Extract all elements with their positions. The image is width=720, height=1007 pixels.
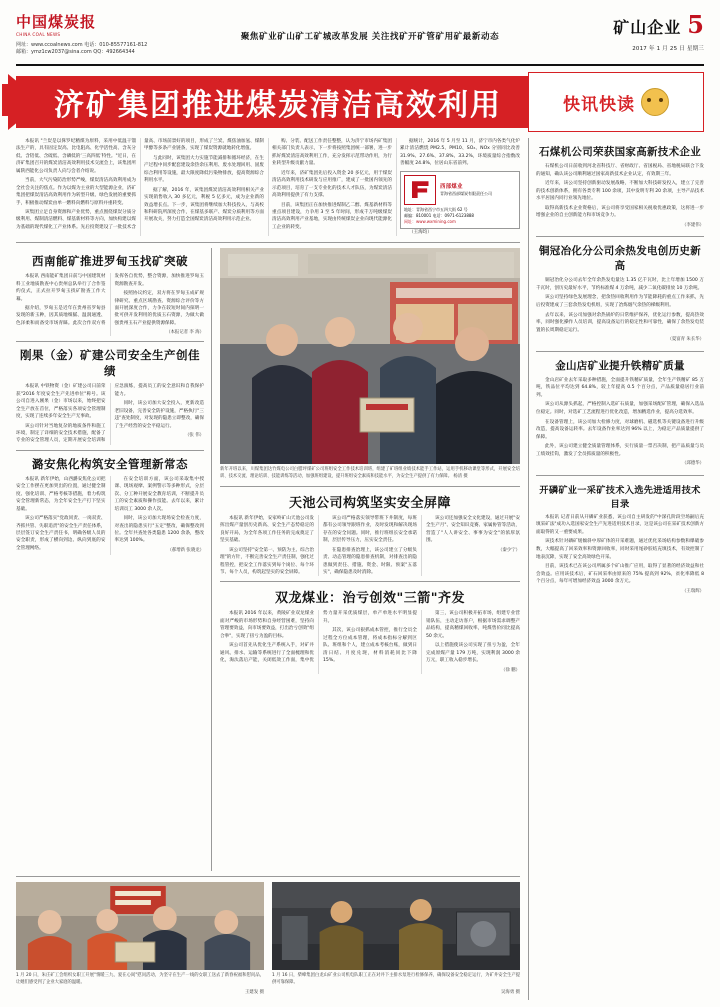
main-photo (220, 248, 520, 464)
luan-p-0: 本报讯 新年伊始，山西潞安焦化公司把安全工作摆在更加突出的位置，通过健全制度、强化培训、严格考核等措施，着力构筑安全管理新常态，为全年安全生产打下坚实基础。 (16, 476, 106, 512)
rc-article-0-body (536, 163, 704, 229)
lead-p-9: （王海均） (409, 229, 432, 235)
arrow-icon (8, 74, 42, 130)
bottom-left-byline: 王建发 摄 (245, 989, 264, 995)
advertiser-title: 西部煤业 (440, 183, 463, 190)
bottom-right-byline: 吴海勇 摄 (501, 989, 520, 995)
article-xinan (16, 253, 204, 336)
main-photo-illustration (220, 248, 520, 464)
headline-banner (16, 72, 704, 134)
article-tianchi-body (220, 515, 520, 577)
advertiser-logo (404, 175, 436, 205)
main-column (16, 138, 520, 1000)
advertiser-company: 青海省西部煤炭有限责任公司 (440, 190, 492, 196)
paper-logo-en: CHINA COAL NEWS (16, 31, 61, 37)
tianchi-byline: （秦少宁） (498, 547, 520, 553)
tianchi-p-4: 该公司还加强安全文化建设，通过开展"安全生产月"、安全知识竞赛、家属协管等活动，营造了"人人讲安全、事事为安全"的浓厚氛围。 (426, 515, 520, 544)
mid-section (16, 248, 520, 871)
rc-article-0-title: 石煤机公司荣获国家高新技术企业 (539, 146, 701, 158)
article-shuanglong (220, 587, 520, 673)
rc1-byline: （夏富青 朱长华） (667, 337, 704, 343)
gangguo-p-2: 同时，该公司加大安全投入，更新改造老旧设备，完善安全防护设施，严格执行"三违"查处制度，对发现的隐患立即整改，确保了生产经营的安全平稳运行。 (114, 401, 204, 429)
xinan-p-1: 据介绍，罗甸玉是近年在贵州省罗甸县发现的新玉种，因其质地细腻、温润通透、色泽柔和而备受市场青睐。此次合作双方将发挥各自优势，整合资源，加快推进罗甸玉资源勘查开发。 (16, 274, 204, 326)
divider-4 (220, 581, 520, 582)
gangguo-byline: （张 伟） (185, 433, 204, 438)
rc0-byline: （李建伟） (682, 223, 704, 229)
rc-article-2-title: 金山店矿业提升铁精矿质量 (555, 359, 685, 372)
divider-2 (16, 450, 204, 451)
shuanglong-p-2: 其次，该公司狠抓成本管控，推行全员全过程全方位成本管理，将成本指标分解到区队、班组和个人，建立成本考核台账，做到日清日结、月度兑现，材料消耗同比下降 15%。 (323, 628, 417, 664)
bottom-right-illustration (272, 882, 520, 970)
luan-byline: （郝增新 张晓龙） (167, 547, 204, 553)
masthead-right (554, 10, 704, 52)
shuanglong-byline: （徐 鹏） (501, 667, 520, 673)
article-tianchi (220, 492, 520, 577)
article-luan-title: 潞安焦化构筑安全管理新常态 (32, 456, 188, 471)
main-photo-caption: 新年开班以来，川煤集团达竹煤电公司白腊坪煤矿公司班组安全工作技术培训班，组建了矿班组业绩技术能手工作站，运用手机移动课堂等形式，开展安全培训、技术交流、理论培训、技能训练等活动，加强班组建设，提升班组安全素质和技能水平，为安全生产提供了有力保障。 杨清 摄 (220, 467, 520, 480)
publication-date: 2017 年 1 月 25 日 星期三 (632, 46, 704, 52)
shuanglong-p-4: 以上措施使该公司实现了扭亏为盈，全年完成原煤产量 179 万吨，实现利润 3000 余万元，职工收入稳步增长。 (426, 643, 520, 664)
tianchi-p-2: 该公司严格落实领导带班下井制度，每班都有公司领导跟班作业，及时发现和解决现场存在的安全问题。同时，推行班组长安全承诺制，层层传导压力，压实安全责任。 (323, 515, 417, 544)
bottom-left-illustration (16, 882, 264, 970)
main-headline: 济矿集团推进煤炭清洁高效利用 (54, 88, 502, 123)
logo-mark-icon (412, 181, 429, 198)
masthead-slogan: 聚焦矿业矿山矿工矿城改革发展 关注找矿开矿管矿用矿最新动态 (240, 32, 500, 42)
article-gangguo-body (16, 383, 204, 445)
page-content (16, 138, 704, 1000)
bottom-left-caption: 1 月 20 日，朱庄矿工会组织女职工开展"情暖三九、爱在心间"慰问活动，为坚守在生产一线的女职工送去了新春祝福和慰问品，让她们感受到了企业大家庭的温暖。 (16, 973, 264, 985)
article-tianchi-title: 天池公司构筑坚实安全屏障 (288, 495, 451, 511)
gangguo-p-0: 本报讯 中铁物资（金）矿建公司日前荣获"2016 年度安全生产先进单位"称号。该公司自进入刚果（金）市场以来，始终把安全生产放在首位，严格落实各项安全管理制度，实现了连续多年安全生产无事故。 (16, 384, 106, 420)
masthead (16, 10, 704, 66)
article-luan (16, 456, 204, 555)
article-gangguo-title: 刚果（金）矿建公司安全生产创佳绩 (20, 348, 200, 379)
tianchi-p-3: 在隐患排查治理上，该公司建立了分级负责、动态管理的隐患排查机制，对排查出的隐患做到责任、措施、资金、时限、预案"五落实"，确保隐患及时消除。 (323, 547, 417, 575)
advertisement[interactable] (400, 171, 520, 229)
right-column (528, 138, 704, 1000)
article-gangguo (16, 347, 204, 445)
mid-right-column (220, 248, 520, 871)
lead-article-body (16, 138, 520, 236)
xinan-byline: （本报记者 李 海） (166, 330, 204, 336)
lead-p-1: 当前，大气污染防治形势严峻，煤炭清洁高效利用成为全社会关注的焦点。作为以煤为主业的大型能源企业，济矿集团把煤炭清洁高效利用作为转型升级、绿色发展的重要抓手，积极推动煤炭由单一燃料向燃料与原料并重转变。 (16, 178, 136, 206)
shuanglong-p-1: 该公司首先从优化生产系统入手，对矿井通风、排水、运输等系统进行了全面梳理和优化，淘汰落后产能，关闭低效工作面，集中优势力量开采优质煤层，单产单进水平明显提升。 (220, 611, 417, 664)
bottom-left-photo (16, 882, 264, 970)
lead-p-8: 据统计，2016 年 5 月至 11 月，济宁市内各类气化炉累计清洁燃烧 PM2.5、PM10、SO₂、NOx 分别同比改善 31.9%、27.6%、37.8%、33.2%，环境质量综合指数改善幅度 24.8%，位居山东省前列。 (400, 139, 520, 167)
contact-line-2: 邮箱：ymz1cw2037@sina.com QQ：492664344 (16, 49, 135, 55)
shuanglong-p-0: 本报讯 2016 年以来，黄陵矿业双龙煤业面对严峻的市场形势和自身经营困难，坚持向管理要效益，向市场要效益，打出治亏创效"组合拳"，实现了扭亏为盈的目标。 (220, 611, 314, 639)
lead-p-4: 据了解，2016 年，该集团煤炭清洁高效利用相关产业实现销售收入 30 多亿元，利税 5 亿多元，成为企业新的效益增长点。下一步，该集团将继续加大科技投入，与高校和科研院所深度合作，在煤基多联产、煤炭分质利用等方面开展攻关，努力打造全国煤炭清洁高效利用示范企业。 (144, 187, 264, 223)
kuaixun-box (528, 72, 704, 132)
rc-article-3-title: 开磷矿业一采矿技术入选先进适用技术目录 (539, 484, 701, 510)
luan-p-3: 同时，该公司加大现场安全检查力度，对查出的隐患实行"五定"整改，确保整改到位。全年共查处各类隐患 1200 余条，整改率达到 100%。 (114, 516, 204, 544)
divider-1 (16, 341, 204, 342)
bottom-left-block (16, 882, 264, 1000)
luan-p-2: 在安全培训方面，该公司采取集中授课、现场观摩、案例警示等多种形式，分层次、分工种开展安全教育培训，不断提升员工的安全素质和操作技能。去年以来，累计培训员工 3000 余人次。 (114, 476, 204, 512)
rc1-p-1: 该公司坚持绿色发展理念，把余热回收利用作为节能降耗的重点工作来抓，先后投资建成了三套余热发电机组，实现了冶炼烟气余热的梯级利用。 (536, 295, 704, 309)
bottom-photo-strip (16, 876, 520, 1000)
rc0-p-0: 石煤机公司日前收到河北省科技厅、省财政厅、省国税局、省地税局联合下发的通知，确认该公司顺利通过国家高新技术企业认定，有效期三年。 (536, 164, 704, 177)
contact-line-1: 网址：www.ccoalnews.com 电话：010-85577161-812 (16, 41, 148, 48)
rc-article-3-body (536, 514, 704, 595)
xinan-p-0: 本报讯 西南能矿集团日前与中国建筑材料工业地质勘查中心贵州总队举行了合作签约仪式，正式拉开罗甸玉找矿勘查工作大幕。 (16, 274, 106, 302)
xinan-p-2: 按照协议约定，双方将在罗甸玉成矿规律研究、重点区域勘查、资源综合评价等方面开展深度合作，力争在较短时间内探明一批可供开发利用的优质玉石资源，为做大做强贵州玉石产业提供资源保障。 (114, 291, 204, 326)
advertiser-info (440, 183, 492, 197)
lead-p-6: 近年来，济矿集团先后投入资金 20 多亿元，用于煤炭清洁高效利用技术研发与应用推广，建成了一批国内领先的示范项目，培育了一支专业化的技术人才队伍，为煤炭清洁高效利用提供了有力支撑。 (272, 170, 392, 199)
tianchi-p-0: 本报讯 新年伊始，安家岭矿山天池公司发挥出煤产量创历史新高、安全生产态势稳定的良好开局，为全年各项工作任务的完成奠定了坚实基础。 (220, 515, 314, 544)
rc0-p-2: 取得高新技术企业资格后，该公司将享受国家相关税收优惠政策，这将进一步增强企业的自主创新能力和市场竞争力。 (536, 205, 704, 219)
rc-article-1-body (536, 277, 704, 343)
rc1-p-0: 铜冠冶化分公司去年全年余热发电量达 1.35 亿千瓦时，比上年增加 1500 万千瓦时，创历史最好水平，节约标准煤 4 万余吨，减少二氧化碳排放 10 万余吨。 (536, 278, 704, 291)
rc2-p-0: 金山店矿业去年采取多种措施，全面提升铁精矿质量，全年生产铁精矿 85 万吨，铁品位平均达到 64.8%，较上年提高 0.5 个百分点，产品质量稳居行业前列。 (536, 377, 704, 398)
rc-article-1 (536, 237, 704, 345)
rc3-p-2: 目前，该技术已在该公司所属多个矿山推广应用，取得了显著的经济效益和社会效益。应用该技术后，矿石回采率由原来的 75% 提高到 92%，贫化率降低 8 个百分点，每年可增加经济效益 3000 余万元。 (536, 564, 704, 585)
advertiser-address (404, 207, 516, 225)
rc3-p-1: 该技术针对磷矿缓倾斜中厚矿体的开采难题，通过优化采场结构参数和爆破参数，大幅提高了回采效率和资源回收率，同时采用尾砂胶结充填技术，有效控制了地表沉降，实现了安全高效绿色开采。 (536, 539, 704, 560)
rc2-byline: （邱德华） (682, 461, 704, 467)
bottom-right-block (272, 882, 520, 1000)
rc-article-3 (536, 476, 704, 597)
page-number: 5 (687, 10, 704, 39)
luan-p-1: 该公司严格落实"党政同责、一岗双责、齐抓共管、失职追责"的安全生产责任体系，层层签订安全生产责任书，明确各级人员的安全职责，形成了横向到边、纵向到底的安全管理网络。 (16, 516, 106, 551)
tianchi-p-1: 该公司坚持"安全第一、预防为主、综合治理"的方针，不断完善安全生产责任制，强化过程管控，把安全工作落实到每个岗位、每个环节、每个人员，构筑起坚实的安全屏障。 (220, 547, 314, 575)
ad-line-3: 网址：www.wxmining.com (404, 218, 456, 224)
rc3-byline: （王瑞辉） (682, 588, 704, 594)
divider-3 (220, 486, 520, 487)
ad-line-1: 地址：青海省西宁市五四大街 62 号 (404, 206, 468, 212)
section-header (554, 10, 704, 39)
section-name: 矿山企业 (613, 18, 682, 37)
smiley-face-icon (641, 88, 669, 116)
rc0-p-1: 近年来，该公司坚持创新驱动发展战略，不断加大科技研发投入，建立了完善的技术创新体系，拥有各类专利 100 余项，其中发明专利 20 余项，主导产品技术水平居国内同行业领先地位。 (536, 181, 704, 202)
rc2-p-2: 在设备管理上，该公司加大检修力度，对球磨机、磁选机等关键设备进行升级改造，提高设备运转率。去年设备作业率达到 96% 以上，为稳定产品质量提供了保障。 (536, 419, 704, 440)
mid-left-column (16, 248, 212, 871)
rc-article-1-title: 铜冠冶化分公司余热发电创历史新高 (539, 245, 701, 273)
article-shuanglong-title: 双龙煤业：治亏创效"三箭"齐发 (274, 591, 466, 607)
article-xinan-title: 西南能矿推进罗甸玉找矿突破 (32, 254, 188, 269)
lead-p-3: 与此同时，该集团大力实施节能减排和循环经济，在生产过程中同步配套建设余热余压利用、废水处理回用、固废综合利用等设施，最大限度降低污染物排放，提高资源综合利用水平。 (144, 155, 264, 184)
lead-p-2: 该集团立足自身资源和产业优势，重点围绕煤炭分质分级利用、煤制清洁燃料、煤基新材料等方向，加快构建以煤为基础的现代煤化工产业体系。先后投资建设了一批技术含量高、市场前景好的项目，形成了兰炭、煤焦油加氢、煤制甲醇等多条产业链条，实现了煤炭资源就地转化增值。 (16, 139, 264, 230)
lead-p-0: 本报讯 "兰炭是以侏罗纪精煤为原料，采用中低温干馏法生产的，具有固定炭高、比电阻高、化学活性高、含灰分低、含铝低、含硫低、含磷低的‘三高四低’特性。"近日，在济矿集团召开的煤炭清洁高效利用技术交流会上，该集团所属陕西能化公司负责人向与会者介绍说。 (16, 139, 136, 174)
rc-article-0 (536, 138, 704, 231)
rc2-p-3: 此外，该公司建立健全质量管理体系，实行质量一票否决制，把产品质量与员工绩效挂钩，激发了全员抓质量的积极性。 (536, 444, 704, 457)
article-xinan-body (16, 273, 204, 336)
rc2-p-1: 该公司从源头抓起，严格控制入选矿石质量，加强采场配矿管理，确保入选品位稳定。同时，对选矿工艺流程进行优化改造，增加精选作业，提高分选效率。 (536, 402, 704, 415)
lead-p-5: 购、分装、配送工作责任整整，认为济宁市场内矿集团相关部门负责人表示，下一步将按照集团统一部署，进一步抓好煤炭清洁高效利用工作，充分发挥示范带动作用，为行业转型升级贡献力量。 (272, 139, 392, 167)
gangguo-p-1: 该公司针对当地复杂的地质条件和施工环境，制定了详细的安全技术措施，配备了专业的安全管理人员，定期开展安全培训和应急演练，提高员工的安全意识和自我保护能力。 (16, 384, 204, 444)
masthead-left (16, 14, 186, 57)
masthead-center (186, 14, 554, 42)
article-luan-body (16, 476, 204, 555)
ad-line-2: 邮编：810001 电话：0971-6123888 (404, 212, 474, 218)
bottom-right-photo (272, 882, 520, 970)
kuaixun-label: 快讯快读 (563, 94, 635, 115)
bottom-right-caption: 1 月 16 日，柴峰集团白龙山矿业公司机电队职工正在对井下主排水泵进行检修保养，确保设备安全稳定运行，为矿井安全生产提供可靠保障。 (272, 973, 520, 985)
article-shuanglong-body (220, 610, 520, 673)
rc-article-2 (536, 352, 704, 470)
lead-article (16, 138, 520, 243)
rc-article-2-body (536, 377, 704, 468)
rc3-p-0: 本报讯 记者日前从开磷矿业获悉，该公司自主研发的"中深孔阶段空场嗣后充填采矿法"成功入选国家安全生产先进适用技术目录，这是该公司在采矿技术创新方面取得的又一重要成果。 (536, 514, 704, 535)
rc1-p-2: 去年以来，该公司加强对余热锅炉的日常维护保养，优化运行参数，提高热效率，同时强化操作人员培训，提高设备运行的稳定性和可靠性，确保了余热发电装置的长周期稳定运行。 (536, 312, 704, 333)
masthead-contact (16, 42, 186, 57)
shuanglong-p-3: 第三，该公司积极开拓市场，组建专业营销队伍，主动走访客户，根据市场需求调整产品结构，提高精煤回收率，吨煤售价同比提高 50 余元。 (426, 611, 520, 639)
lead-p-7: 目前，该集团正在加快推进煤制乙二醇、煤基新材料等重点项目建设，力争用 3 至 5 年时间，形成千万吨级煤炭清洁高效利用产业基地，实现由传统煤炭企业向现代能源化工企业的转变。 (272, 202, 392, 230)
paper-logo: 中国煤炭报 (16, 13, 97, 31)
